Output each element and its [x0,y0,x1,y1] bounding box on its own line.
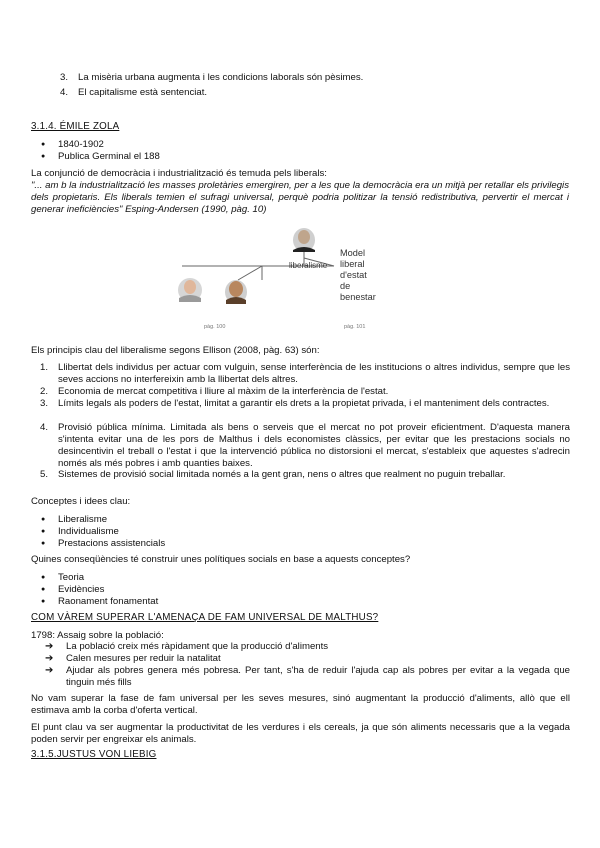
list-item: Economia de mercat competitiva i lliure al màxim de la interferència de l'estat. [58,386,389,397]
list-item: Evidències [58,584,105,595]
list-item: Teoria [58,572,85,583]
arrow-right-icon: ➔ [45,653,54,664]
bullet-icon: ● [41,516,46,523]
bullet-icon: ● [41,586,46,593]
list-item: Ajudar als pobres genera més pobresa. Per tant, s'ha de reduir l'ajuda cap als pobres per evitar a la vegada que tinguin més fills [66,665,570,688]
list-item: Individualisme [58,526,119,537]
list-number: 2. [39,386,48,397]
paragraph-malthus-2: El punt clau va ser augmentar la productivitat de les verdures i els cereals, ja que són aliments necessaris que a la vegada poden servir per engreixar els animals. [31,722,570,745]
list-item: Calen mesures per reduir la natalitat [66,653,221,664]
portrait-right [225,280,247,304]
list-number: 3. [39,398,48,409]
list-number: 3. [59,72,68,83]
list-item: Provisió pública mínima. Limitada als bens o serveis que el mercat no pot proveir eficientment. D'aquesta manera s'intenta evitar una de les pors de Malthus i dels economistes clàssics, per evitar que les prestacions socials no desincentivin el treball o l'estat i que la intervenció pública no distorsioni el mercat, s'estableix que aquestes s'adrecin només als més pobres i amb quanties baixes. [58,422,570,469]
bullet-icon: ● [41,141,46,148]
bullet-icon: ● [41,153,46,160]
list-item: La població creix més ràpidament que la producció d'aliments [66,641,329,652]
portrait-left [178,278,202,302]
bullet-icon: ● [41,528,46,535]
list-item: Llibertat dels individus per actuar com vulguin, sense interferència de les institucions o altres individus, sempre que les seves accions no interfereixin amb la llibertat dels altres. [58,362,570,385]
list-number: 4. [39,422,48,433]
list-item: Raonament fonamentat [58,596,159,607]
figure-caption-left: pàg. 100 [204,324,226,330]
paragraph-malthus-1: No vam superar la fase de fam universal per les seves mesures, sinó augmentant la producció d'aliments, allò que ell estimava amb la corba d'oferta vertical. [31,693,570,716]
list-item: Límits legals als poders de l'estat, limitat a garantir els drets a la propietat privada, i el manteniment dels contractes. [58,398,550,409]
paragraph-concepts-intro: Conceptes i idees clau: [31,496,131,507]
list-number: 4. [59,87,68,98]
figure-caption-right: pàg. 101 [344,324,366,330]
list-item: 1840-1902 [58,139,104,150]
paragraph-question: Quines conseqüències té construir unes polítiques socials en base a aquests conceptes? [31,554,411,565]
figure-liberal-model [176,228,386,334]
paragraph-intro: La conjunció de democràcia i industrialització és temuda pels liberals: [31,168,327,179]
list-number: 5. [39,469,48,480]
list-item: Publica Germinal el 188 [58,151,160,162]
list-item: Sistemes de provisió social limitada només a la gent gran, nens o altres que realment no puguin treballar. [58,469,506,480]
bullet-icon: ● [41,598,46,605]
portrait-top [293,228,315,252]
list-item: La misèria urbana augmenta i les condicions laborals són pèsimes. [78,72,364,83]
section-heading-malthus: COM VÀREM SUPERAR L'AMENAÇA DE FAM UNIVERSAL DE MALTHUS? [31,612,379,623]
bullet-icon: ● [41,574,46,581]
figure-side-label: Model liberal d'estat de benestar [340,248,376,302]
list-number: 1. [39,362,48,373]
section-heading-zola: 3.1.4. ÉMILE ZOLA [31,121,120,132]
arrow-right-icon: ➔ [45,665,54,676]
list-item: Prestacions assistencials [58,538,166,549]
figure-branch-label: liberalisme [289,261,328,270]
malthus-subtitle: 1798: Assaig sobre la població: [31,630,164,641]
bullet-icon: ● [41,540,46,547]
section-heading-liebig: 3.1.5.JUSTUS VON LIEBIG [31,749,157,760]
paragraph-principles-intro: Els principis clau del liberalisme segons Ellison (2008, pàg. 63) són: [31,345,320,356]
quote-esping-andersen: "... am b la industrialització les masses proletàries emergiren, per a les que la democràcia era un mitjà per retallar els privilegis dels propietaris. Els liberals temien el sufragi universal, perquè podria politizar la tensió redistributiva, pervertir el mercat i generar ineficiències" Esping-Andersen (1990, pàg. 10) [31,180,569,215]
arrow-right-icon: ➔ [45,641,54,652]
list-item: El capitalisme està sentenciat. [78,87,208,98]
list-item: Liberalisme [58,514,108,525]
